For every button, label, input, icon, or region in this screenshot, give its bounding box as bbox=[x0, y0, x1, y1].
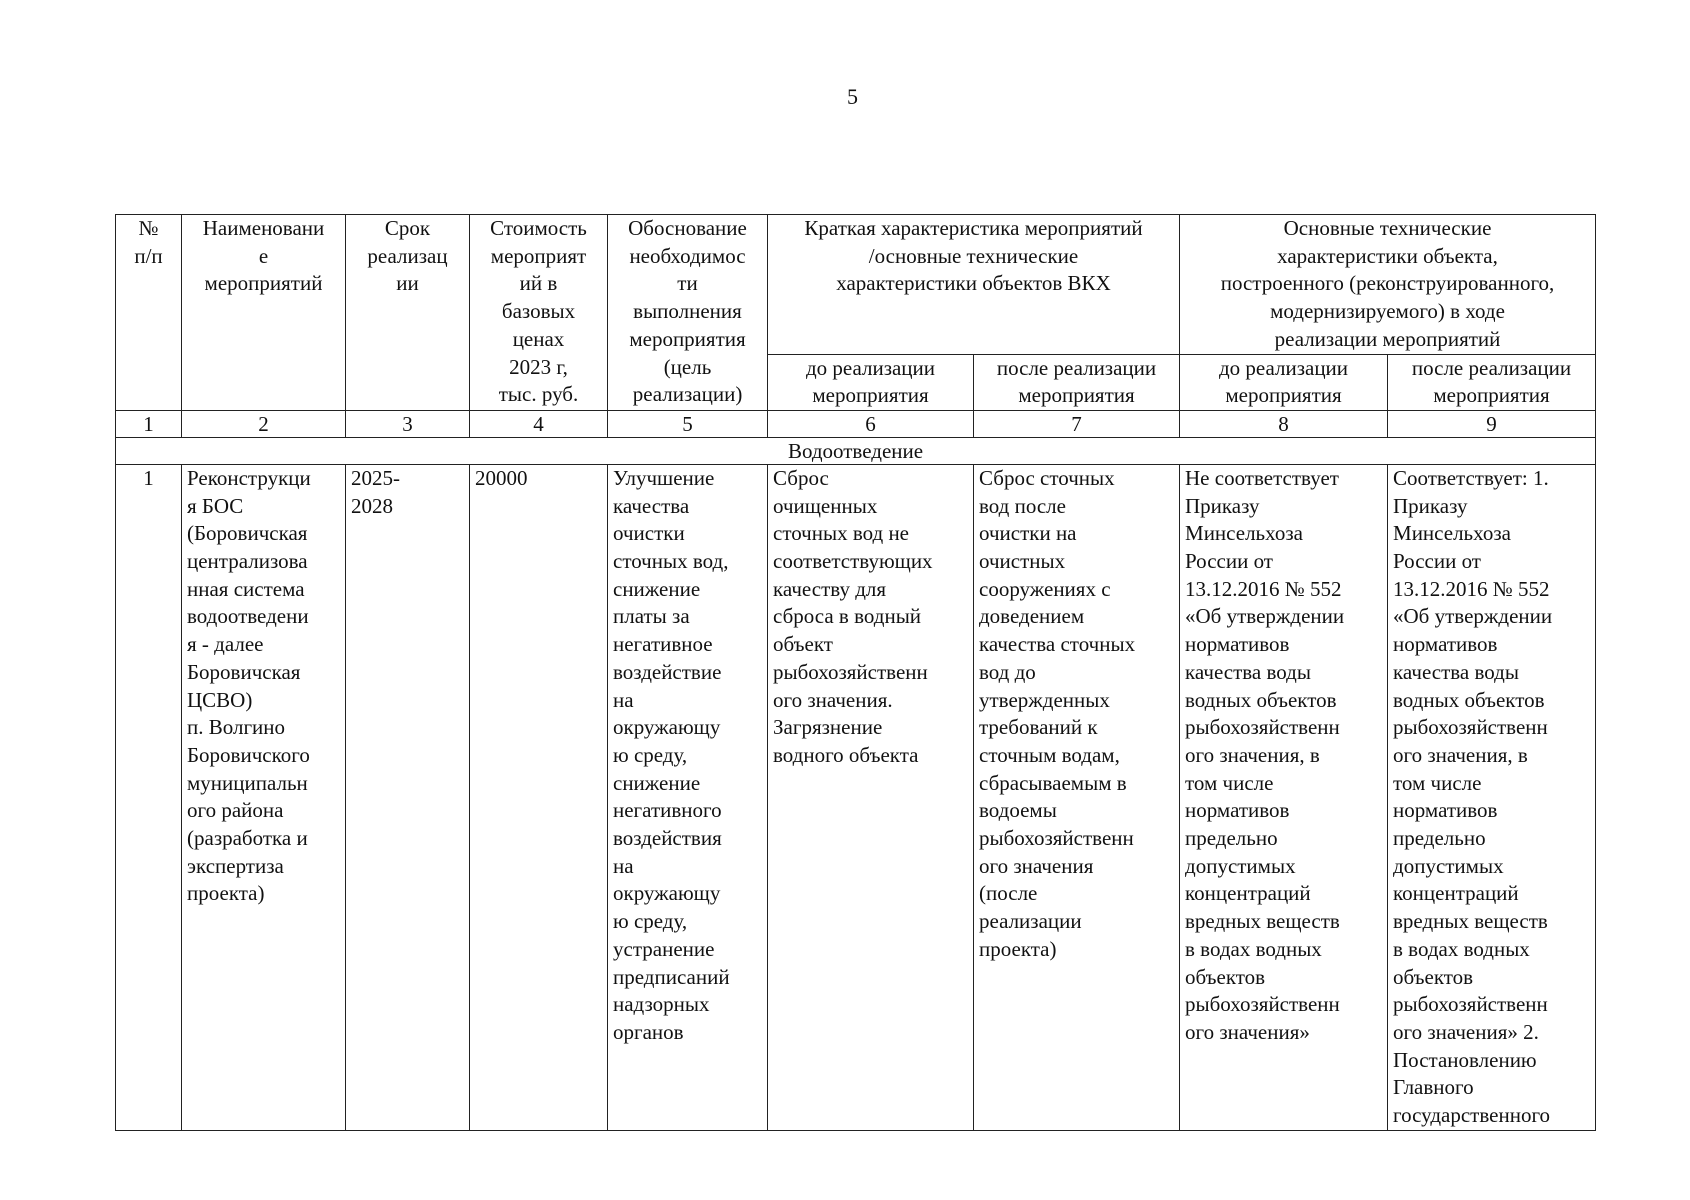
column-number: 2 bbox=[182, 410, 346, 437]
measures-table bbox=[115, 214, 1596, 1131]
header-term: Срок реализац ии bbox=[346, 215, 470, 411]
column-number: 3 bbox=[346, 410, 470, 437]
header-brief-after: после реализации мероприятия bbox=[974, 354, 1180, 410]
header-tech-after: после реализации мероприятия bbox=[1388, 354, 1596, 410]
section-row bbox=[116, 437, 1596, 464]
header-tech-group: Основные технические характеристики объекта, построенного (реконструированного, модернизируемого) в ходе реализации мероприятий bbox=[1180, 215, 1596, 355]
column-number: 8 bbox=[1180, 410, 1388, 437]
header-brief-group: Краткая характеристика мероприятий /основные технические характеристики объектов ВКХ bbox=[768, 215, 1180, 355]
row-num: 1 bbox=[116, 464, 182, 1130]
column-number: 6 bbox=[768, 410, 974, 437]
header-tech-before: до реализации мероприятия bbox=[1180, 354, 1388, 410]
header-row-main bbox=[116, 215, 1596, 355]
section-title: Водоотведение bbox=[116, 437, 1596, 464]
table-row bbox=[116, 464, 1596, 1130]
column-number: 9 bbox=[1388, 410, 1596, 437]
row-cost: 20000 bbox=[470, 464, 608, 1130]
row-tech-after: Соответствует: 1. Приказу Минсельхоза России от 13.12.2016 № 552 «Об утверждении нормативов качества воды водных объектов рыбохозяйственн ого значения, в том числе нормативов предельно допустимых концентраций вредных веществ в водах водных объектов рыбохозяйственн ого значения» 2. Постановлению Главного государственного bbox=[1388, 464, 1596, 1130]
header-name: Наименовани е мероприятий bbox=[182, 215, 346, 411]
row-brief-after: Сброс сточных вод после очистки на очистных сооружениях с доведением качества сточных вод до утвержденных требований к сточным водам, сбрасываемым в водоемы рыбохозяйственн ого значения (после реализации проекта) bbox=[974, 464, 1180, 1130]
column-number: 5 bbox=[608, 410, 768, 437]
row-name: Реконструкци я БОС (Боровичская централизова нная система водоотведени я - далее Боровичская ЦСВО) п. Волгино Боровичского муниципальн ого района (разработка и экспертиза проекта) bbox=[182, 464, 346, 1130]
column-number-row bbox=[116, 410, 1596, 437]
page-number: 5 bbox=[847, 84, 858, 109]
header-brief-before: до реализации мероприятия bbox=[768, 354, 974, 410]
header-justification: Обоснование необходимос ти выполнения мероприятия (цель реализации) bbox=[608, 215, 768, 411]
column-number: 7 bbox=[974, 410, 1180, 437]
column-number: 4 bbox=[470, 410, 608, 437]
row-brief-before: Сброс очищенных сточных вод не соответствующих качеству для сброса в водный объект рыбохозяйственн ого значения. Загрязнение водного объекта bbox=[768, 464, 974, 1130]
column-number: 1 bbox=[116, 410, 182, 437]
header-num: № п/п bbox=[116, 215, 182, 411]
row-tech-before: Не соответствует Приказу Минсельхоза России от 13.12.2016 № 552 «Об утверждении нормативов качества воды водных объектов рыбохозяйственн ого значения, в том числе нормативов предельно допустимых концентраций вредных веществ в водах водных объектов рыбохозяйственн ого значения» bbox=[1180, 464, 1388, 1130]
row-term: 2025- 2028 bbox=[346, 464, 470, 1130]
header-cost: Стоимость мероприят ий в базовых ценах 2023 г, тыс. руб. bbox=[470, 215, 608, 411]
row-justification: Улучшение качества очистки сточных вод, снижение платы за негативное воздействие на окружающу ю среду, снижение негативного воздействия на окружающу ю среду, устранение предписаний надзорных органов bbox=[608, 464, 768, 1130]
